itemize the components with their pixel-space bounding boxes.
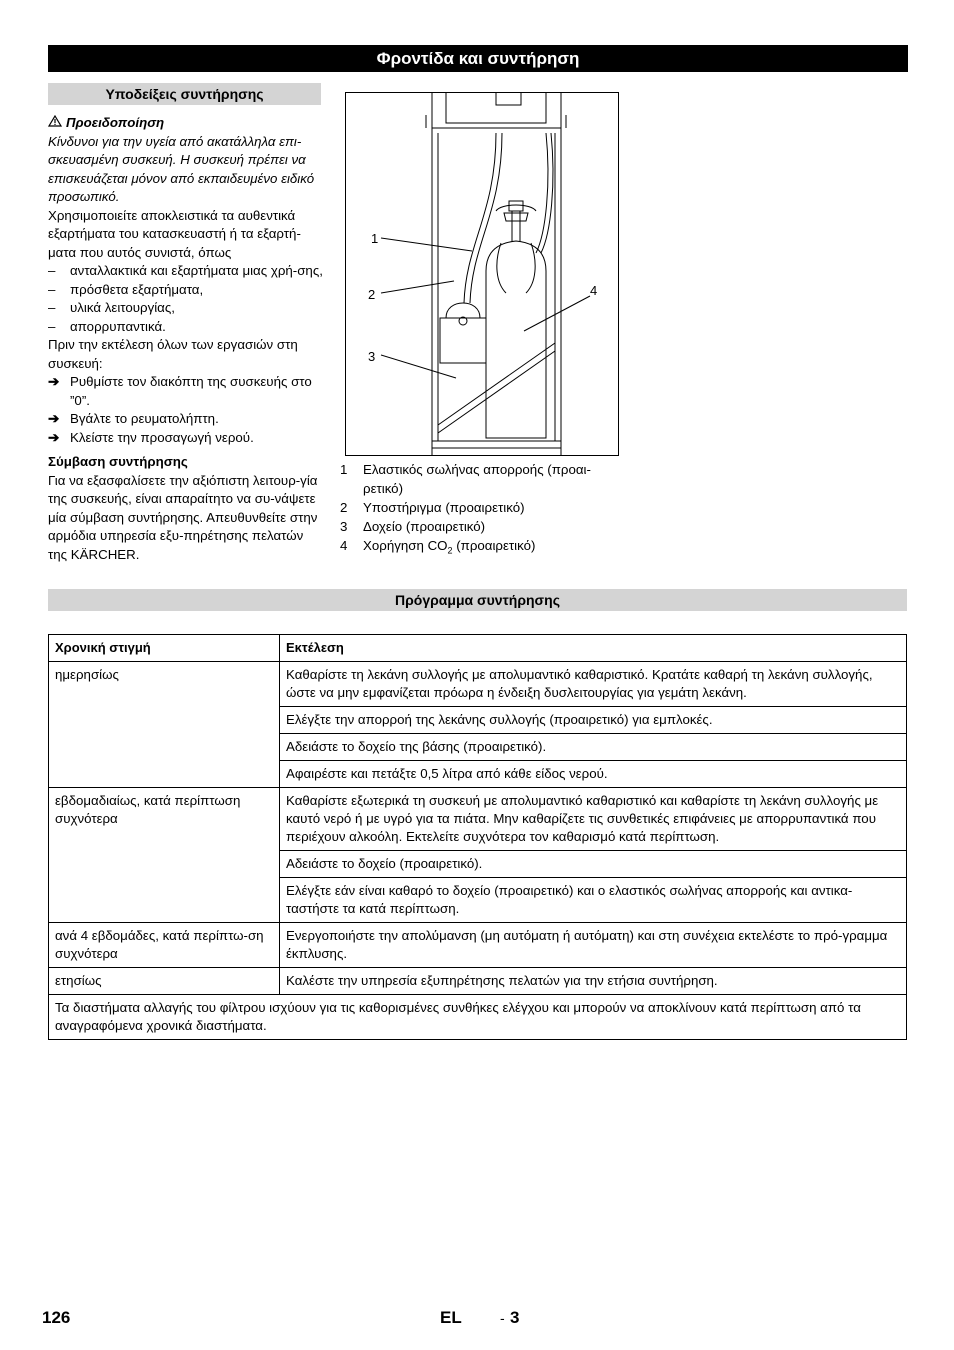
action-cell: Ενεργοποιήστε την απολύμανση (μη αυτόματη ή αυτόματη) και στη συνέχεια εκτελέστε το πρό-γραμμα έκπλυσης. bbox=[280, 923, 907, 968]
callout-4: 4 bbox=[590, 283, 598, 298]
table-note-row bbox=[49, 995, 907, 1040]
step-text: Ρυθμίστε τον διακόπτη της συσκευής στο ”0”. bbox=[70, 374, 312, 408]
time-cell: ανά 4 εβδομάδες, κατά περίπτω-ση συχνότερα bbox=[49, 923, 280, 968]
table-header-row bbox=[49, 635, 907, 662]
arrow-right-icon: ➔ bbox=[48, 374, 60, 389]
parts-list bbox=[48, 262, 323, 336]
action-cell: Καλέστε την υπηρεσία εξυπηρέτησης πελατών για την ετήσια συντήρηση. bbox=[280, 968, 907, 995]
left-column bbox=[48, 114, 323, 564]
column-header-time: Χρονική στιγμή bbox=[49, 635, 280, 662]
legend-text: Ελαστικός σωλήνας απορροής (προαι-ρετικό) bbox=[363, 462, 591, 496]
warning-text: Κίνδυνοι για την υγεία από ακατάλληλα επι-σκευασμένη συσκευή. Η συσκευή πρέπει να επισκευάζεται μόνον από εκπαιδευμένο ειδικό προσωπικό. bbox=[48, 133, 315, 204]
action-cell: Αδειάστε το δοχείο (προαιρετικό). bbox=[280, 851, 907, 878]
warning-triangle-icon bbox=[48, 114, 62, 133]
footer-dash: - bbox=[500, 1310, 505, 1326]
device-illustration bbox=[345, 92, 619, 456]
legend-item bbox=[340, 517, 630, 536]
list-item: – υλικά λειτουργίας, bbox=[48, 299, 323, 318]
legend-item bbox=[340, 498, 630, 517]
list-item: – ανταλλακτικά και εξαρτήματα μιας χρή-σης, bbox=[48, 262, 323, 281]
section-number: 3 bbox=[510, 1308, 520, 1327]
action-cell: Καθαρίστε τη λεκάνη συλλογής με απολυμαντικό καθαριστικό. Κρατάτε καθαρή τη λεκάνη συλλογής, ώστε να μην εμφανίζεται πρόωρα η ένδειξη δυσλειτουργίας για γεμάτη λεκάνη. bbox=[280, 662, 907, 707]
table-row bbox=[49, 968, 907, 995]
legend-number: 4 bbox=[340, 538, 348, 553]
warning-title: Προειδοποίηση bbox=[66, 115, 165, 130]
list-item: – απορρυπαντικά. bbox=[48, 318, 323, 337]
table-row bbox=[49, 923, 907, 968]
figure-legend bbox=[340, 460, 630, 561]
time-cell: εβδομαδιαίως, κατά περίπτωση συχνότερα bbox=[49, 788, 280, 923]
time-cell: ημερησίως bbox=[49, 662, 280, 788]
legend-item bbox=[340, 460, 630, 498]
step-item bbox=[48, 373, 323, 410]
callout-1: 1 bbox=[371, 231, 379, 246]
section-heading-maintenance-notes: Υποδείξεις συντήρησης bbox=[48, 83, 321, 105]
table-row bbox=[49, 788, 907, 851]
legend-number: 2 bbox=[340, 500, 348, 515]
action-cell: Ελέγξτε εάν είναι καθαρό το δοχείο (προαιρετικό) και ο ελαστικός σωλήνας απορροής και αντικα-ταστήστε τα κατά περίπτωση. bbox=[280, 878, 907, 923]
section-heading-maintenance-schedule: Πρόγραμμα συντήρησης bbox=[48, 589, 907, 611]
column-header-action: Εκτέλεση bbox=[280, 635, 907, 662]
step-text: Βγάλτε το ρευματολήπτη. bbox=[70, 411, 219, 426]
step-item bbox=[48, 429, 323, 448]
maintenance-table bbox=[48, 634, 907, 1040]
action-cell: Καθαρίστε εξωτερικά τη συσκευή με απολυμαντικό καθαριστικό και καθαρίστε τη λεκάνη συλλογής με καυτό νερό ή με υγρό για τα πιάτα. Μην καθαρίζετε τις συνθετικές επιφάνειες με απορρυπαντικά που περιέχουν αλκοόλη. Εκτελείτε συχνότερα τον καθαρισμό κατά περίπτωση. bbox=[280, 788, 907, 851]
action-cell: Ελέγξτε την απορροή της λεκάνης συλλογής (προαιρετικό) για εμπλοκές. bbox=[280, 707, 907, 734]
legend-text: Δοχείο (προαιρετικό) bbox=[363, 519, 486, 534]
list-item: – πρόσθετα εξαρτήματα, bbox=[48, 281, 323, 300]
action-cell: Αδειάστε το δοχείο της βάσης (προαιρετικό). bbox=[280, 734, 907, 761]
warning-heading bbox=[48, 114, 323, 133]
page-number: 126 bbox=[42, 1308, 71, 1327]
arrow-right-icon: ➔ bbox=[48, 411, 60, 426]
contract-text: Για να εξασφαλίσετε την αξιόπιστη λειτουρ-γία της συσκευής, είναι απαραίτητο να συ-νάψετε μία σύμβαση συντήρησης. Απευθυνθείτε στην αρμόδια υπηρεσία εξυ-πηρέτησης πελατών της KÄRCHER. bbox=[48, 472, 318, 562]
legend-item bbox=[340, 536, 630, 561]
language-code: EL bbox=[440, 1308, 462, 1327]
legend-number: 1 bbox=[340, 462, 348, 477]
legend-text: Χορήγηση CO bbox=[363, 538, 448, 553]
arrow-right-icon: ➔ bbox=[48, 429, 60, 445]
before-work-text: Πριν την εκτέλεση όλων των εργασιών στη συσκευή: bbox=[48, 337, 298, 371]
legend-text: (προαιρετικό) bbox=[452, 538, 536, 553]
intro-text: Χρησιμοποιείτε αποκλειστικά τα αυθεντικά εξαρτήματα του κατασκευαστή ή τα εξαρτή-ματα που αυτός συνιστά, όπως bbox=[48, 207, 301, 260]
legend-subscript: 2 bbox=[447, 545, 453, 556]
table-note: Τα διαστήματα αλλαγής του φίλτρου ισχύουν για τις καθορισμένες συνθήκες ελέγχου και μπορούν να αποκλίνουν κατά περίπτωση από τα αναγραφόμενα χρονικά διαστήματα. bbox=[49, 995, 907, 1040]
step-text: Κλείστε την προσαγωγή νερού. bbox=[70, 429, 254, 445]
contract-heading: Σύμβαση συντήρησης bbox=[48, 454, 188, 469]
legend-text: Υποστήριγμα (προαιρετικό) bbox=[363, 500, 525, 515]
step-item bbox=[48, 410, 323, 429]
page-title: Φροντίδα και συντήρηση bbox=[48, 45, 908, 72]
callout-3: 3 bbox=[368, 349, 376, 364]
callout-2: 2 bbox=[368, 287, 376, 302]
legend-number: 3 bbox=[340, 519, 348, 534]
cabinet-drawing bbox=[346, 93, 618, 455]
time-cell: ετησίως bbox=[49, 968, 280, 995]
action-cell: Αφαιρέστε και πετάξτε 0,5 λίτρα από κάθε είδος νερού. bbox=[280, 761, 907, 788]
table-row bbox=[49, 662, 907, 707]
